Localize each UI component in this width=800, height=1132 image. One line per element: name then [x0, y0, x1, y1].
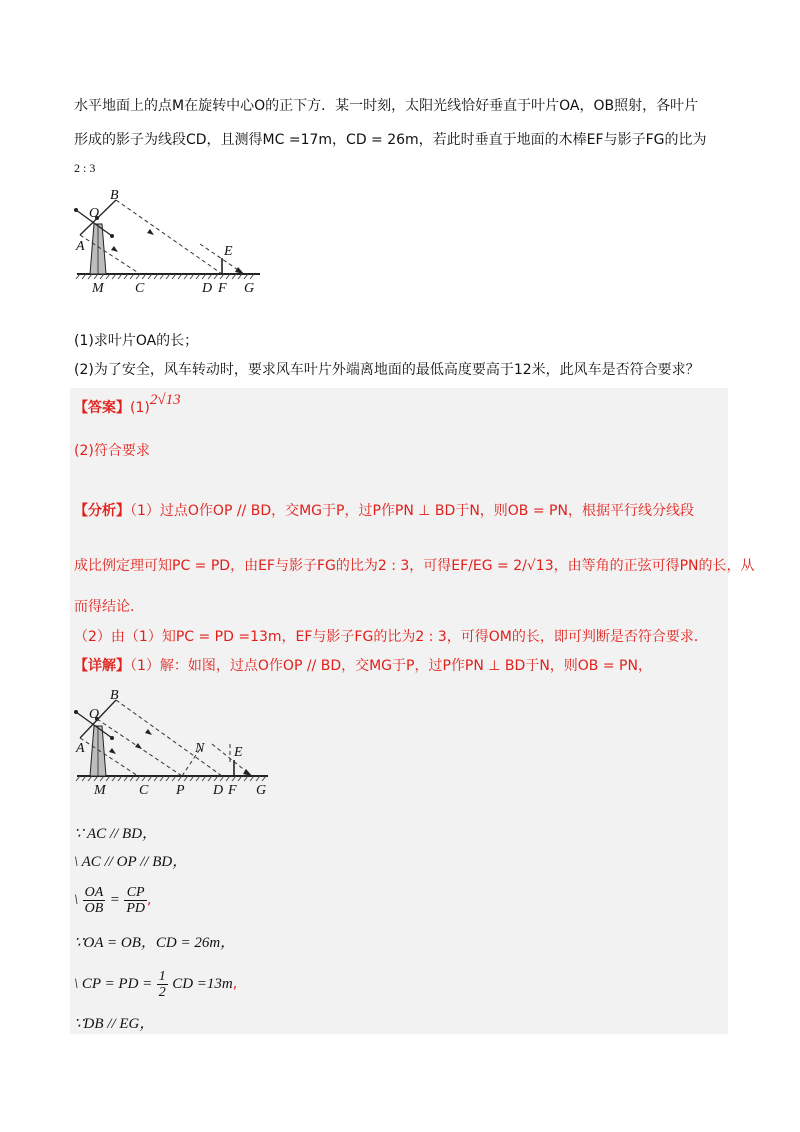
- label-M: M: [92, 281, 104, 296]
- fig2-label-B: B: [110, 688, 119, 703]
- fig2-label-E: E: [234, 745, 243, 760]
- problem-line-2: 形成的影子为线段CD，且测得MC =17m，CD = 26m，若此时垂直于地面的木棒EF与影子FG的比为: [74, 132, 707, 148]
- label-G: G: [244, 281, 255, 296]
- answer-1-prefix: (1): [130, 400, 150, 416]
- detail-line-1-text: （1）解：如图，过点O作OP // BD，交MG于P，过P作PN ⊥ BD于N，则OB = PN，: [130, 658, 652, 674]
- label-E: E: [224, 244, 233, 259]
- detail-step-3: \ $\frac{OA}{OB}$ = $\frac{CP}{PD}$ ,: [74, 884, 152, 916]
- answer-1-value: 2√13: [149, 392, 181, 408]
- fig2-label-M: M: [94, 783, 106, 798]
- analysis-line-3: 而得结论．: [74, 599, 144, 615]
- detail-step-1: ∵ AC // BD，: [74, 826, 158, 842]
- label-B: B: [110, 188, 119, 203]
- fig2-label-C: C: [139, 783, 149, 798]
- analysis-line-2: 成比例定理可知PC = PD，由EF与影子FG的比为2 : 3，可得EF/EG = 2/√13，由等角的正弦可得PN的长，从: [74, 558, 755, 574]
- label-A: A: [76, 239, 85, 254]
- windmill-figure-2: [72, 686, 272, 800]
- fig2-label-D: D: [213, 783, 224, 798]
- detail-step-4: ∵OA = OB，CD = 26m，: [74, 935, 236, 951]
- analysis-line-1: [74, 501, 694, 521]
- label-D: D: [202, 281, 213, 296]
- problem-line-3: 2 : 3: [74, 161, 96, 175]
- question-1: (1)求叶片OA的长；: [74, 333, 199, 349]
- detail-step-5: \ CP = PD = $\frac{1}{2}$ CD =13m,: [74, 968, 238, 1000]
- analysis-tag: 【分析】: [74, 503, 130, 519]
- fig2-label-G: G: [256, 783, 267, 798]
- windmill-figure-1: [72, 186, 272, 298]
- label-C: C: [135, 281, 145, 296]
- detail-line-1: [74, 656, 652, 676]
- fig2-label-N: N: [195, 741, 205, 756]
- problem-line-1: 水平地面上的点M在旋转中心O的正下方．某一时刻，太阳光线恰好垂直于叶片OA，OB照射，各叶片: [74, 98, 699, 114]
- question-2: (2)为了安全，风车转动时，要求风车叶片外端离地面的最低高度要高于12米，此风车是否符合要求？: [74, 362, 700, 378]
- answer-tag: 【答案】: [74, 400, 130, 416]
- fig2-label-O: O: [89, 707, 100, 722]
- analysis-line-4: （2）由（1）知PC = PD =13m，EF与影子FG的比为2 : 3，可得OM的长，即可判断是否符合要求．: [74, 629, 708, 645]
- label-O: O: [89, 206, 100, 221]
- answer-line-1: [74, 392, 181, 418]
- fig2-label-F: F: [228, 783, 237, 798]
- analysis-line-1-text: （1）过点O作OP // BD，交MG于P，过P作PN ⊥ BD于N，则OB = PN，根据平行线分线段: [130, 503, 694, 519]
- detail-step-2: \ AC // OP // BD，: [74, 854, 188, 870]
- label-F: F: [218, 281, 227, 296]
- detail-step-6: ∵DB // EG，: [74, 1016, 155, 1032]
- detail-tag: 【详解】: [74, 658, 130, 674]
- fig2-label-P: P: [176, 783, 185, 798]
- answer-line-2: (2)符合要求: [74, 443, 150, 459]
- fig2-label-A: A: [76, 741, 85, 756]
